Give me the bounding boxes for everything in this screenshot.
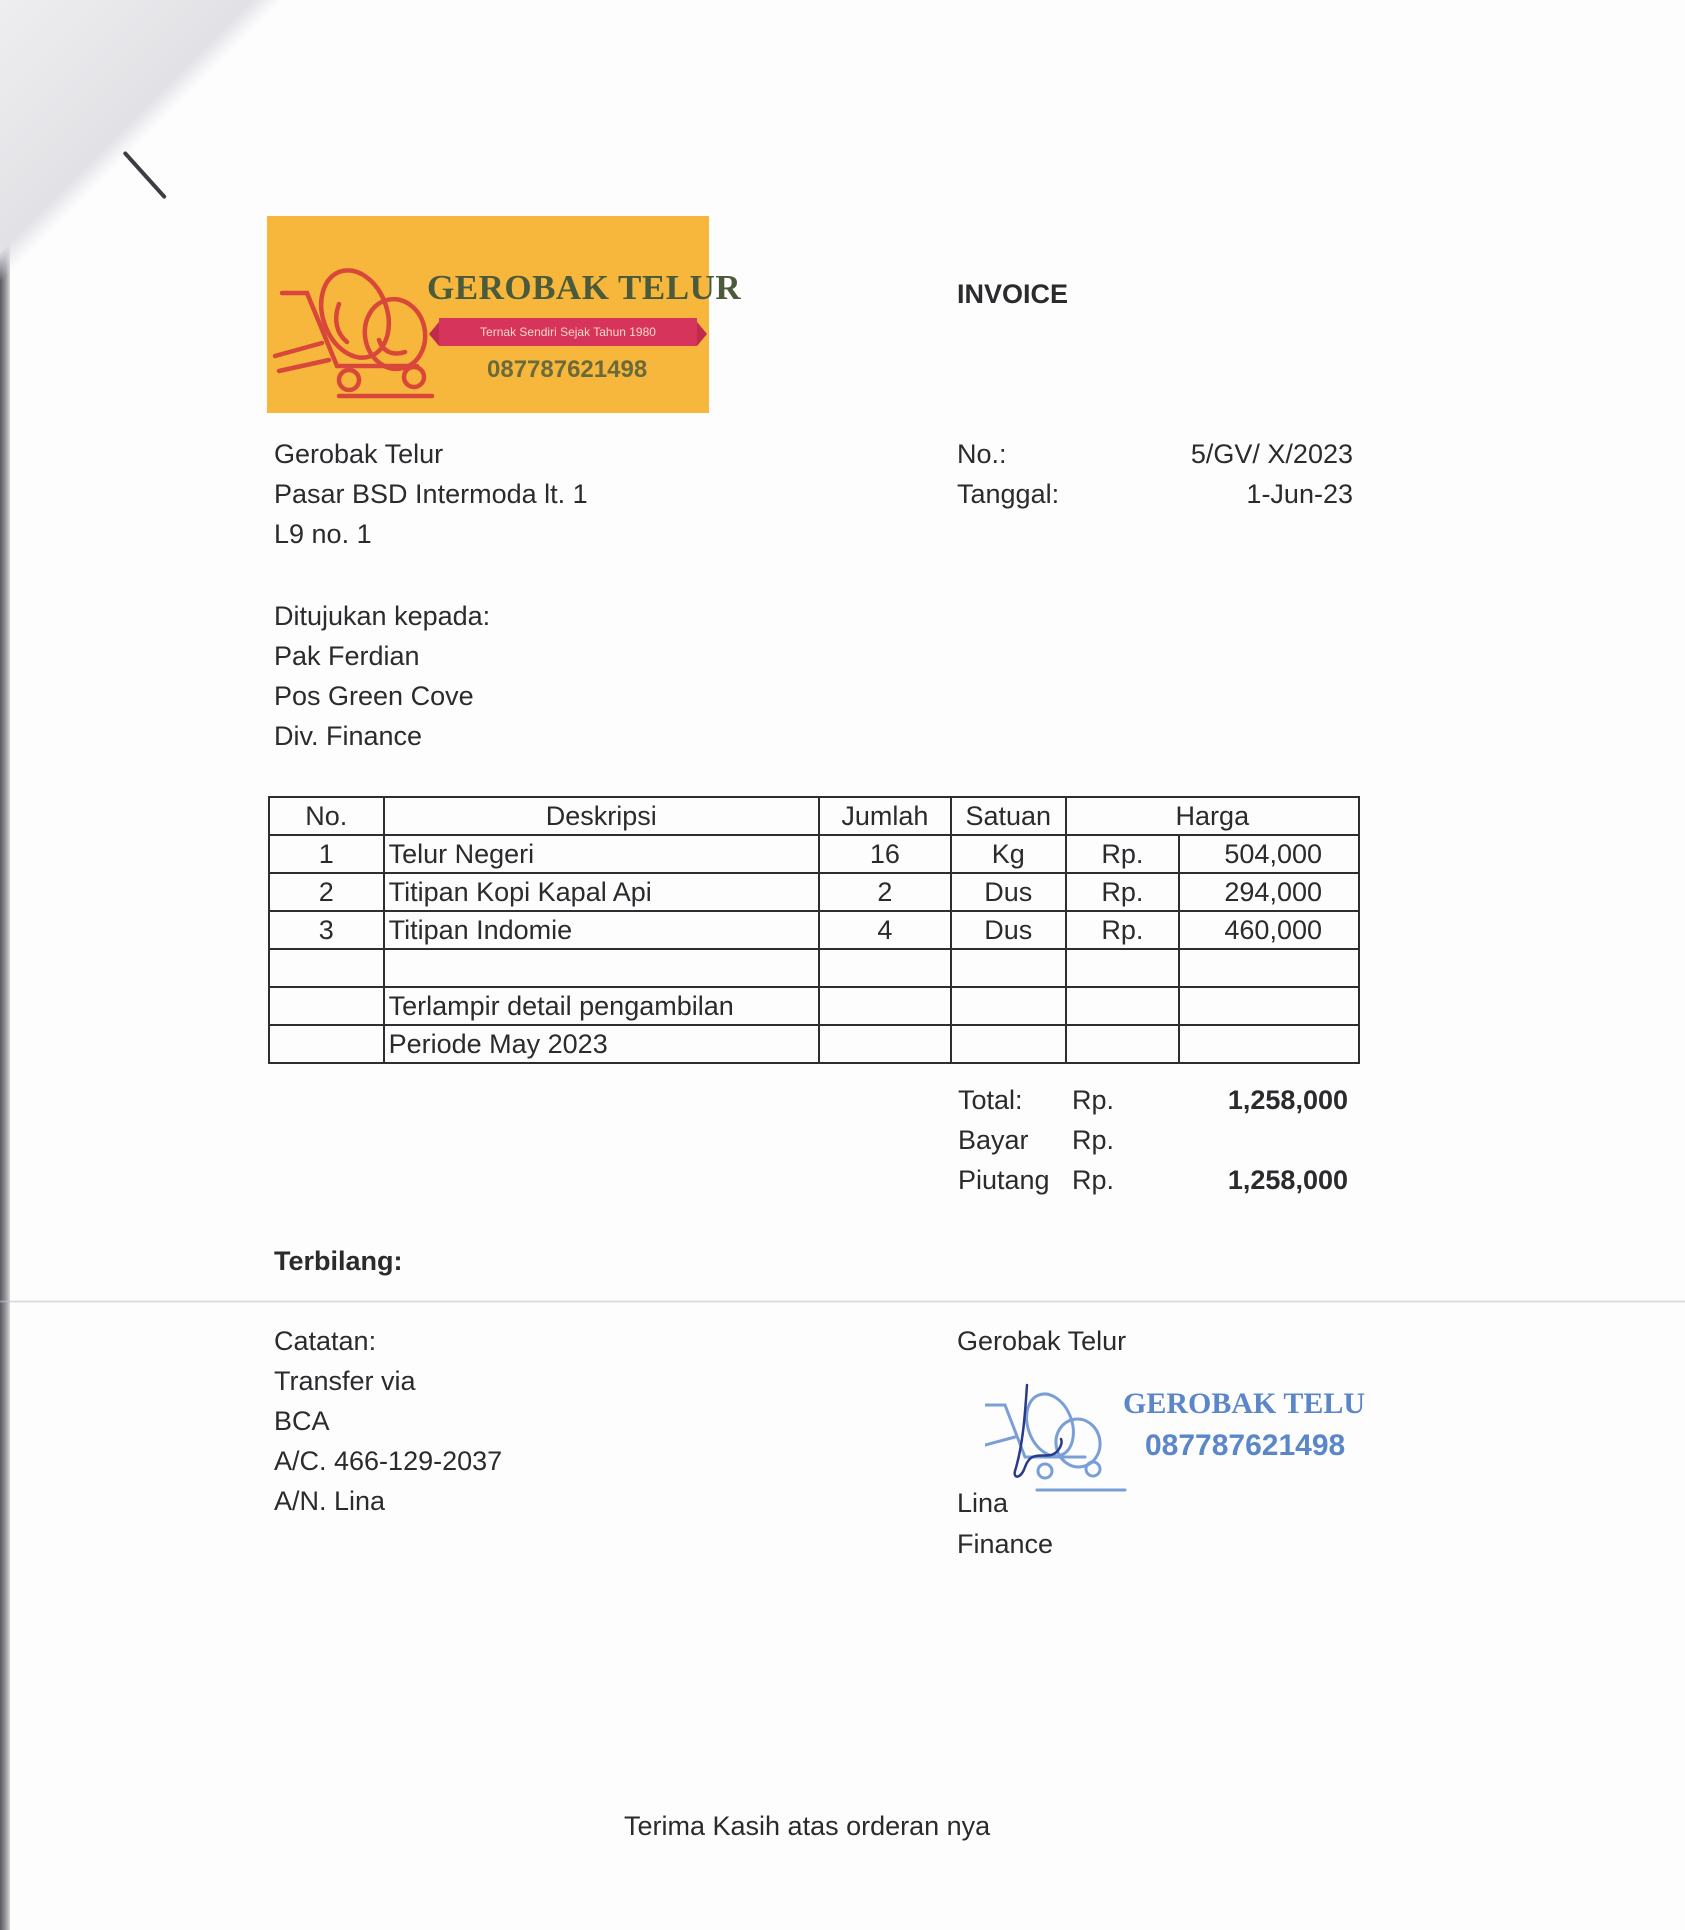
scan-edge [0,0,10,1930]
cell-no [269,949,384,987]
cell-no: 3 [269,911,384,949]
cell-description: Terlampir detail pengambilan [384,987,819,1025]
seller-name: Gerobak Telur [274,439,444,469]
cell-qty [819,949,951,987]
notes-line-account-name: A/N. Lina [274,1486,386,1516]
recipient-block [274,596,490,756]
cell-currency: Rp. [1066,835,1180,873]
paper-fold-line [0,1300,1685,1303]
table-row-note [269,987,1359,1025]
signer-role: Finance [957,1529,1054,1559]
cell-no [269,987,384,1025]
seller-address-line-2: L9 no. 1 [274,519,372,549]
cell-qty: 4 [819,911,951,949]
company-logo [267,216,742,413]
cell-price [1179,987,1359,1025]
paid-label: Bayar [958,1125,1029,1155]
cell-unit: Kg [951,835,1066,873]
total-row [958,1080,1348,1120]
payment-notes [274,1321,502,1521]
table-row-empty [269,949,1359,987]
signature-scribble [1015,1385,1062,1477]
stamp-cart-icon [985,1375,1135,1500]
folded-corner [0,0,280,280]
cell-description: Titipan Kopi Kapal Api [384,873,819,911]
total-amount: 1,258,000 [1227,1085,1348,1115]
table-row-note [269,1025,1359,1063]
paid-row [958,1120,1348,1160]
table-header-row [269,797,1359,835]
table-row [269,873,1359,911]
header-price: Harga [1066,797,1359,835]
seller-address [274,434,588,554]
notes-line-account-number: A/C. 466-129-2037 [274,1446,503,1476]
invoice-date-label: Tanggal: [957,479,1060,509]
invoice-items-table [268,796,1360,1064]
company-stamp [985,1375,1365,1500]
cell-qty [819,987,951,1025]
total-currency: Rp. [1072,1085,1115,1115]
cell-price: 294,000 [1179,873,1359,911]
invoice-number-value: 5/GV/ X/2023 [1190,439,1353,469]
header-qty: Jumlah [819,797,951,835]
table-row [269,835,1359,873]
cell-qty [819,1025,951,1063]
cell-price: 504,000 [1179,835,1359,873]
cell-qty: 16 [819,835,951,873]
receivable-currency: Rp. [1072,1165,1115,1195]
recipient-location: Pos Green Cove [274,681,474,711]
invoice-date-value: 1-Jun-23 [1246,479,1353,509]
logo-brand-name: GEROBAK TELUR [427,268,742,307]
egg-cart-icon [267,216,467,413]
amount-in-words-label: Terbilang: [274,1246,403,1276]
signature-company: Gerobak Telur [957,1326,1127,1356]
cell-unit [951,1025,1066,1063]
cell-unit: Dus [951,911,1066,949]
notes-line-transfer: Transfer via [274,1366,416,1396]
cell-no: 1 [269,835,384,873]
receivable-label: Piutang [958,1165,1050,1195]
cell-currency [1066,987,1180,1025]
recipient-label: Ditujukan kepada: [274,601,491,631]
stamp-brand-name: GEROBAK TELU [1123,1387,1366,1420]
header-description: Deskripsi [384,797,819,835]
seller-address-line-1: Pasar BSD Intermoda lt. 1 [274,479,588,509]
cell-currency [1066,949,1180,987]
table-row [269,911,1359,949]
cell-description: Titipan Indomie [384,911,819,949]
recipient-name: Pak Ferdian [274,641,420,671]
cell-currency [1066,1025,1180,1063]
cell-unit: Dus [951,873,1066,911]
cell-price: 460,000 [1179,911,1359,949]
receivable-row [958,1160,1348,1200]
total-label: Total: [958,1085,1023,1115]
signer-name: Lina [957,1488,1009,1518]
cell-currency: Rp. [1066,873,1180,911]
stamp-phone: 087787621498 [1145,1429,1346,1462]
cell-no: 2 [269,873,384,911]
cell-description [384,949,819,987]
cell-unit [951,949,1066,987]
receivable-amount: 1,258,000 [1227,1165,1348,1195]
document-title: INVOICE [957,279,1069,309]
notes-line-bank: BCA [274,1406,330,1436]
paid-currency: Rp. [1072,1125,1115,1155]
logo-tagline-ribbon: Ternak Sendiri Sejak Tahun 1980 [439,318,697,346]
invoice-number-label: No.: [957,439,1007,469]
notes-label: Catatan: [274,1326,377,1356]
thank-you-message: Terima Kasih atas orderan nya [624,1811,991,1841]
recipient-division: Div. Finance [274,721,423,751]
cell-currency: Rp. [1066,911,1180,949]
cell-price [1179,1025,1359,1063]
cell-price [1179,949,1359,987]
cell-no [269,1025,384,1063]
logo-phone: 087787621498 [487,356,648,383]
header-unit: Satuan [951,797,1066,835]
header-no: No. [269,797,384,835]
cell-description: Telur Negeri [384,835,819,873]
cell-unit [951,987,1066,1025]
cell-description: Periode May 2023 [384,1025,819,1063]
cell-qty: 2 [819,873,951,911]
